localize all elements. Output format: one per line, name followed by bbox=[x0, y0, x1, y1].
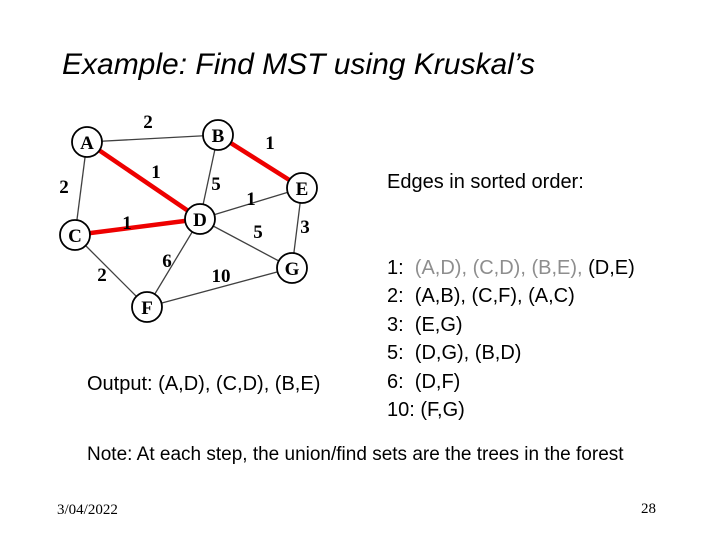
edge-weight-label-CF: 2 bbox=[97, 264, 107, 286]
edge-weight-label-DG: 5 bbox=[253, 221, 263, 243]
edge-weight-label-DE: 1 bbox=[246, 188, 256, 210]
graph-node-D bbox=[185, 204, 215, 234]
sorted-edges-row bbox=[387, 396, 635, 425]
output-line: Output: (A,D), (C,D), (B,E) bbox=[87, 373, 321, 395]
edge-weight-label-AC: 2 bbox=[59, 176, 69, 198]
graph-node-B bbox=[203, 120, 233, 150]
edge-list-text: 3: (E,G) bbox=[387, 313, 463, 336]
mst-edge-AD bbox=[87, 142, 200, 219]
node-label-A: A bbox=[80, 132, 94, 154]
edge-list-text: (D,E) bbox=[582, 256, 635, 279]
accepted-edges-text: (A,D), (C,D), (B,E), bbox=[414, 256, 583, 279]
node-label-F: F bbox=[141, 297, 153, 319]
edge-list-text: 1: bbox=[387, 256, 415, 279]
edge-weight-label-AD: 1 bbox=[151, 161, 161, 183]
edge-weight-label-CD: 1 bbox=[122, 212, 132, 234]
sorted-edges-row bbox=[387, 368, 635, 397]
sorted-edges-row bbox=[387, 254, 635, 283]
slide-title: Example: Find MST using Kruskal’s bbox=[62, 48, 535, 81]
node-label-B: B bbox=[211, 125, 225, 147]
sorted-edges-row bbox=[387, 282, 635, 311]
graph-edge-AB bbox=[87, 135, 218, 142]
node-label-D: D bbox=[193, 209, 207, 231]
graph-node-E bbox=[287, 173, 317, 203]
graph-node-F bbox=[132, 292, 162, 322]
mst-edge-CD bbox=[75, 219, 200, 235]
edge-weight-label-EG: 3 bbox=[300, 216, 310, 238]
footer-date: 3/04/2022 bbox=[57, 502, 118, 518]
edge-list-text: 6: (D,F) bbox=[387, 370, 461, 393]
edge-weight-label-DF: 6 bbox=[162, 250, 172, 272]
node-label-E: E bbox=[295, 178, 309, 200]
sorted-edges-rows bbox=[387, 254, 635, 425]
edge-weight-label-BD: 5 bbox=[211, 173, 221, 195]
edge-weight-label-AB: 2 bbox=[143, 111, 153, 133]
note-line: Note: At each step, the union/find sets are the trees in the forest bbox=[87, 444, 624, 465]
sorted-edges-heading: Edges in sorted order: bbox=[387, 171, 584, 193]
edge-weight-label-FG: 10 bbox=[211, 265, 231, 287]
edge-list-text: 5: (D,G), (B,D) bbox=[387, 342, 522, 364]
sorted-edges-panel bbox=[387, 111, 635, 482]
graph-node-A bbox=[72, 127, 102, 157]
edge-list-text: 10: (F,G) bbox=[387, 399, 465, 421]
edge-list-text: 2: (A,B), (C,F), (A,C) bbox=[387, 285, 575, 307]
edge-weight-label-BE: 1 bbox=[265, 132, 275, 154]
graph-node-G bbox=[277, 253, 307, 283]
sorted-edges-row bbox=[387, 311, 635, 340]
node-label-G: G bbox=[284, 258, 300, 280]
graph-node-C bbox=[60, 220, 90, 250]
footer-page-number: 28 bbox=[641, 501, 656, 517]
node-label-C: C bbox=[68, 225, 82, 247]
sorted-edges-row bbox=[387, 339, 635, 368]
